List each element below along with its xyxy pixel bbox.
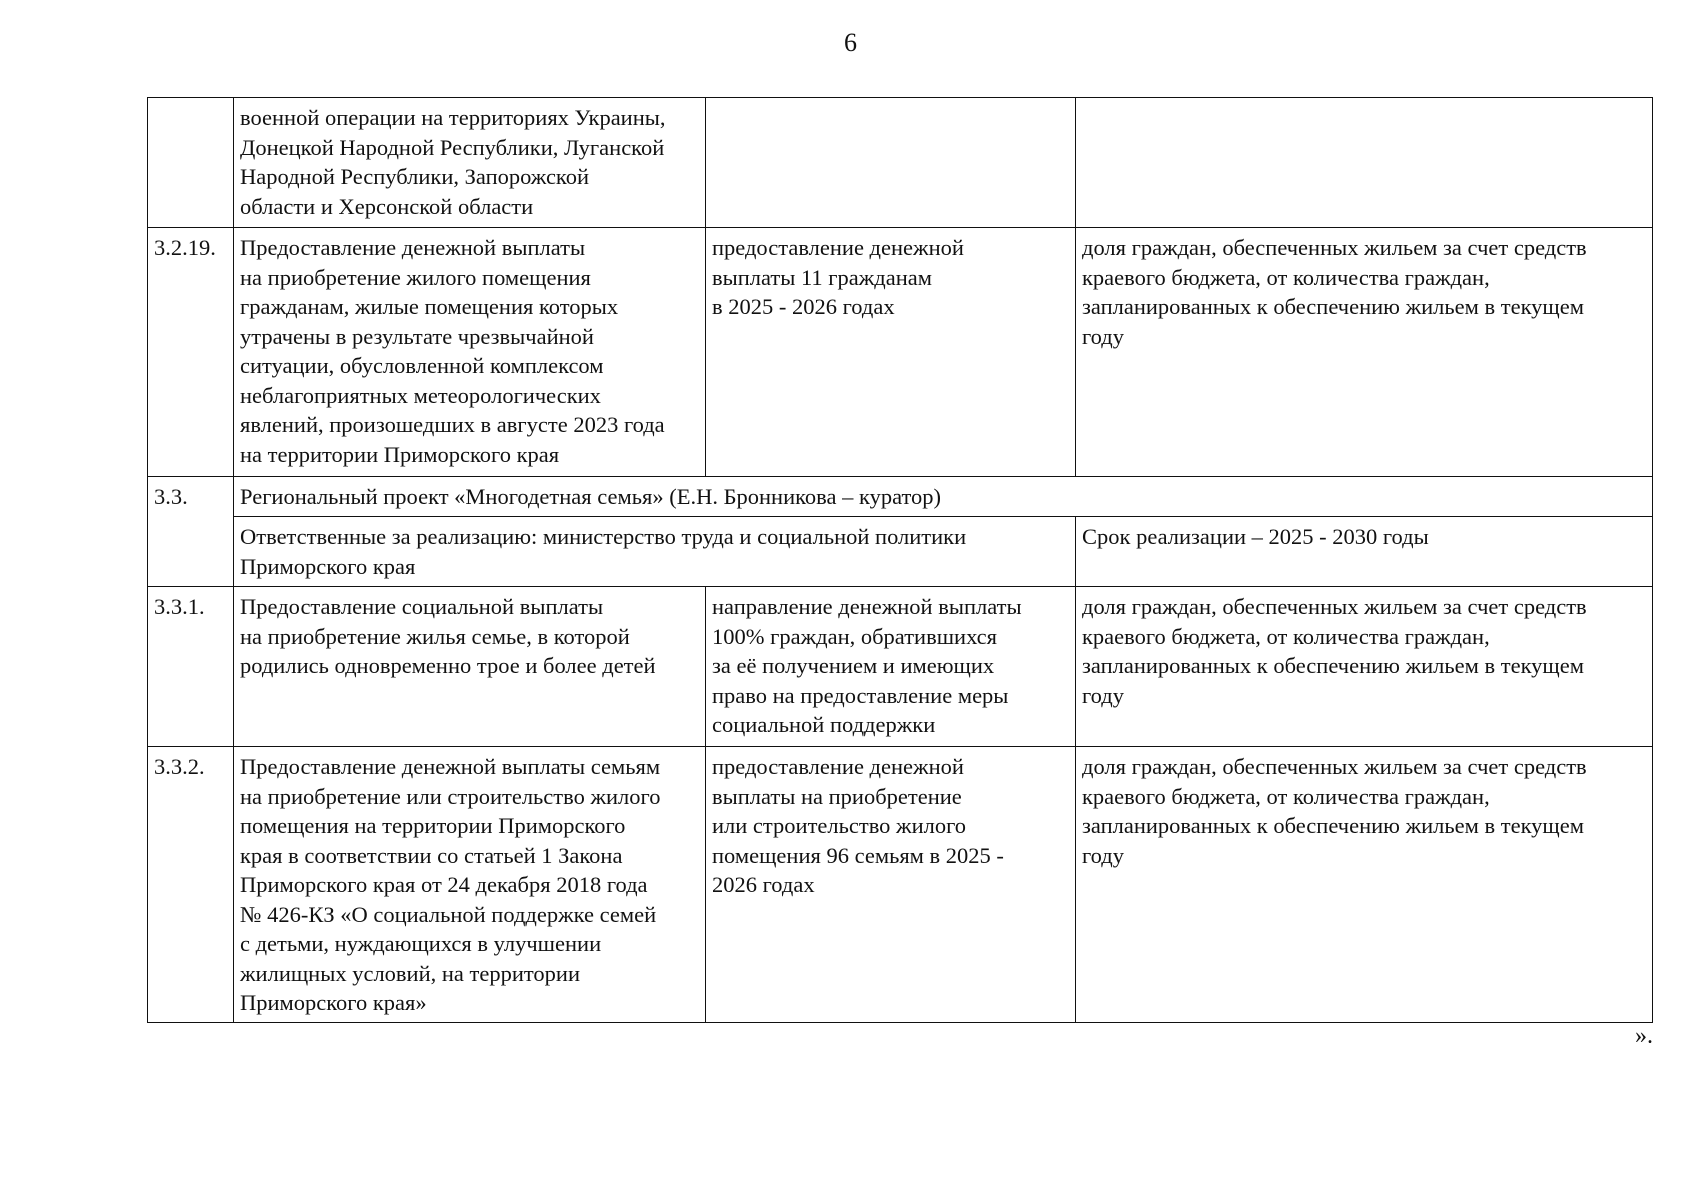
indicator-cell: доля граждан, обеспеченных жильем за счет средств краевого бюджета, от количества граждан, запланированных к обеспечению жильем в текущем году [1076, 228, 1653, 477]
section-title-row [148, 477, 1653, 517]
term-cell: Срок реализации – 2025 - 2030 годы [1076, 517, 1653, 587]
event-name-cell: Предоставление денежной выплаты на приобретение жилого помещения гражданам, жилые помещения которых утрачены в результате чрезвычайной ситуации, обусловленной комплексом неблагоприятных метеорологических явлений, произошедших в августе 2023 года на территории Приморского края [234, 228, 706, 477]
event-name-cell: Предоставление социальной выплаты на приобретение жилья семье, в которой родились одновременно трое и более детей [234, 587, 706, 747]
row-number-cell [148, 98, 234, 228]
section-title-cell: Региональный проект «Многодетная семья» (Е.Н. Бронникова – куратор) [234, 477, 1653, 517]
responsible-cell: Ответственные за реализацию: министерство труда и социальной политики Приморского края [234, 517, 1076, 587]
indicator-cell: доля граждан, обеспеченных жильем за счет средств краевого бюджета, от количества граждан, запланированных к обеспечению жильем в текущем году [1076, 747, 1653, 1023]
table-row [148, 228, 1653, 477]
closing-quote-mark: ». [1635, 1023, 1653, 1049]
indicator-cell [1076, 98, 1653, 228]
table-row [148, 747, 1653, 1023]
row-number-cell: 3.3.2. [148, 747, 234, 1023]
program-table [147, 97, 1653, 1023]
table-row [148, 587, 1653, 747]
row-number-cell: 3.3.1. [148, 587, 234, 747]
indicator-cell: доля граждан, обеспеченных жильем за счет средств краевого бюджета, от количества граждан, запланированных к обеспечению жильем в текущем году [1076, 587, 1653, 747]
result-cell: предоставление денежной выплаты 11 гражданам в 2025 - 2026 годах [706, 228, 1076, 477]
row-number-cell: 3.3. [148, 477, 234, 587]
result-cell: направление денежной выплаты 100% граждан, обратившихся за её получением и имеющих право на предоставление меры социальной поддержки [706, 587, 1076, 747]
result-cell [706, 98, 1076, 228]
event-name-cell: военной операции на территориях Украины, Донецкой Народной Республики, Луганской Народной Республики, Запорожской области и Херсонской области [234, 98, 706, 228]
event-name-cell: Предоставление денежной выплаты семьям на приобретение или строительство жилого помещения на территории Приморского края в соответствии со статьей 1 Закона Приморского края от 24 декабря 2018 года № 426-КЗ «О социальной поддержке семей с детьми, нуждающихся в улучшении жилищных условий, на территории Приморского края» [234, 747, 706, 1023]
table-row [148, 98, 1653, 228]
row-number-cell: 3.2.19. [148, 228, 234, 477]
section-info-row [148, 517, 1653, 587]
result-cell: предоставление денежной выплаты на приобретение или строительство жилого помещения 96 семьям в 2025 - 2026 годах [706, 747, 1076, 1023]
page-number: 6 [844, 28, 857, 57]
